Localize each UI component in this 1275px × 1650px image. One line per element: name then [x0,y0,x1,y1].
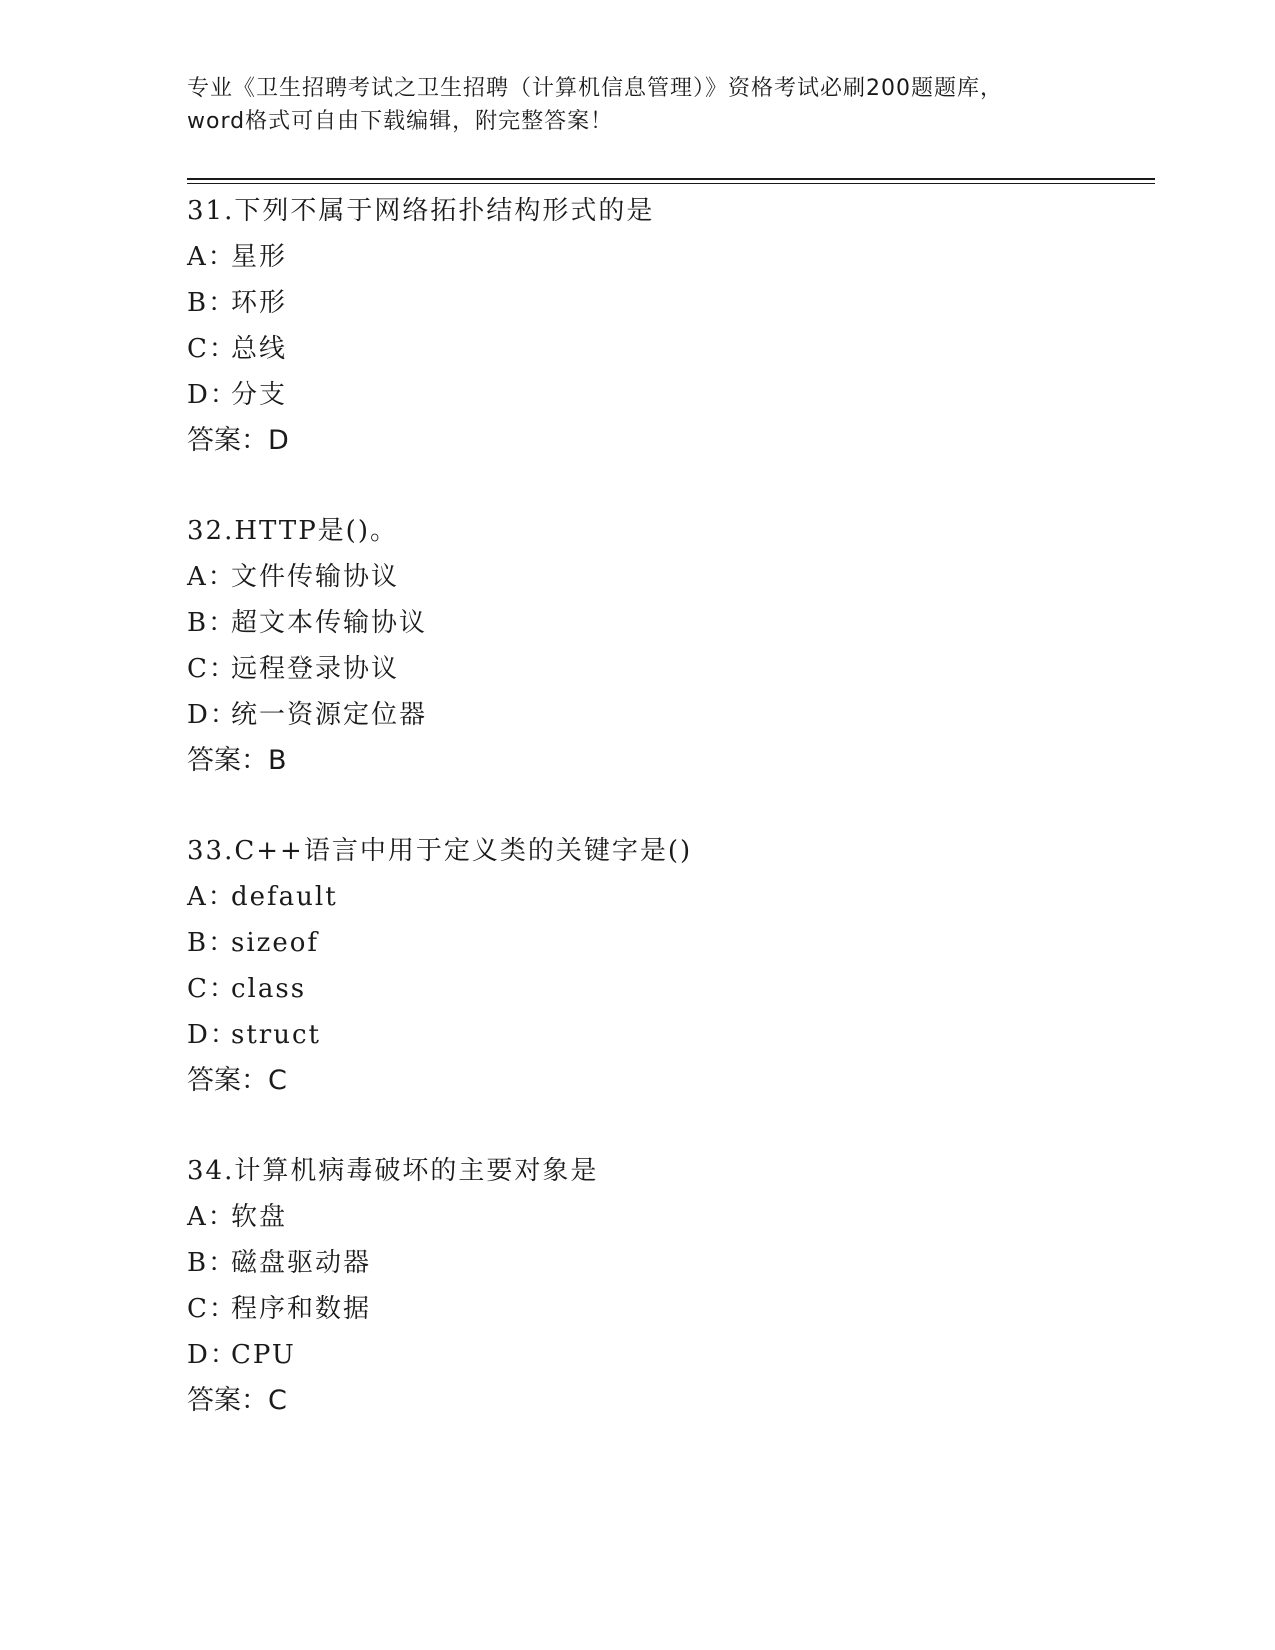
question-33 [187,828,1155,1104]
option-text: sizeof [231,928,320,958]
answer-line: 答案：C [187,1385,287,1416]
question-34 [187,1148,1155,1424]
option-text: default [231,882,338,912]
header-line-2: word格式可自由下载编辑，附完整答案！ [187,109,614,134]
option-text: 软盘 [231,1202,288,1232]
option-letter: D： [187,1340,238,1370]
option-c [187,1286,1155,1332]
option-letter: C： [187,334,237,364]
option-c [187,646,1155,692]
option-text: CPU [231,1340,296,1370]
option-letter: C： [187,654,237,684]
question-list [187,188,1155,1468]
answer-line: 答案：C [187,1065,287,1096]
option-a [187,554,1155,600]
option-letter: C： [187,974,237,1004]
question-32 [187,508,1155,784]
answer-line: 答案：D [187,425,289,456]
option-text: 文件传输协议 [231,562,400,592]
header-divider-thick [187,178,1155,180]
option-b [187,920,1155,966]
option-letter: D： [187,380,238,410]
document-header [187,72,1087,138]
header-divider-thin [187,183,1155,184]
option-text: 分支 [231,380,288,410]
option-a [187,1194,1155,1240]
option-text: class [231,974,307,1004]
option-a [187,874,1155,920]
option-text: 环形 [231,288,288,318]
header-line-1: 专业《卫生招聘考试之卫生招聘（计算机信息管理）》资格考试必刷200题题库， [187,76,1003,101]
option-letter: B： [187,928,237,958]
option-letter: C： [187,1294,237,1324]
option-b [187,1240,1155,1286]
option-d [187,692,1155,738]
answer-line: 答案：B [187,745,287,776]
option-letter: A： [187,562,236,592]
option-a [187,234,1155,280]
option-d [187,1012,1155,1058]
option-c [187,326,1155,372]
option-letter: B： [187,1248,237,1278]
option-text: 总线 [231,334,288,364]
question-31 [187,188,1155,464]
option-letter: A： [187,242,236,272]
option-text: struct [231,1020,321,1050]
question-title: 31.下列不属于网络拓扑结构形式的是 [187,196,655,226]
option-letter: A： [187,882,236,912]
option-text: 超文本传输协议 [231,608,428,638]
option-text: 统一资源定位器 [231,700,428,730]
question-title: 32.HTTP是()。 [187,516,398,546]
option-text: 程序和数据 [231,1294,372,1324]
option-d [187,1332,1155,1378]
option-letter: D： [187,1020,238,1050]
question-title: 33.C++语言中用于定义类的关键字是() [187,836,693,866]
option-b [187,600,1155,646]
option-letter: B： [187,288,237,318]
option-b [187,280,1155,326]
option-letter: B： [187,608,237,638]
option-text: 磁盘驱动器 [231,1248,372,1278]
option-letter: A： [187,1202,236,1232]
question-title: 34.计算机病毒破坏的主要对象是 [187,1156,599,1186]
option-text: 远程登录协议 [231,654,400,684]
option-d [187,372,1155,418]
option-letter: D： [187,700,238,730]
option-c [187,966,1155,1012]
option-text: 星形 [231,242,288,272]
